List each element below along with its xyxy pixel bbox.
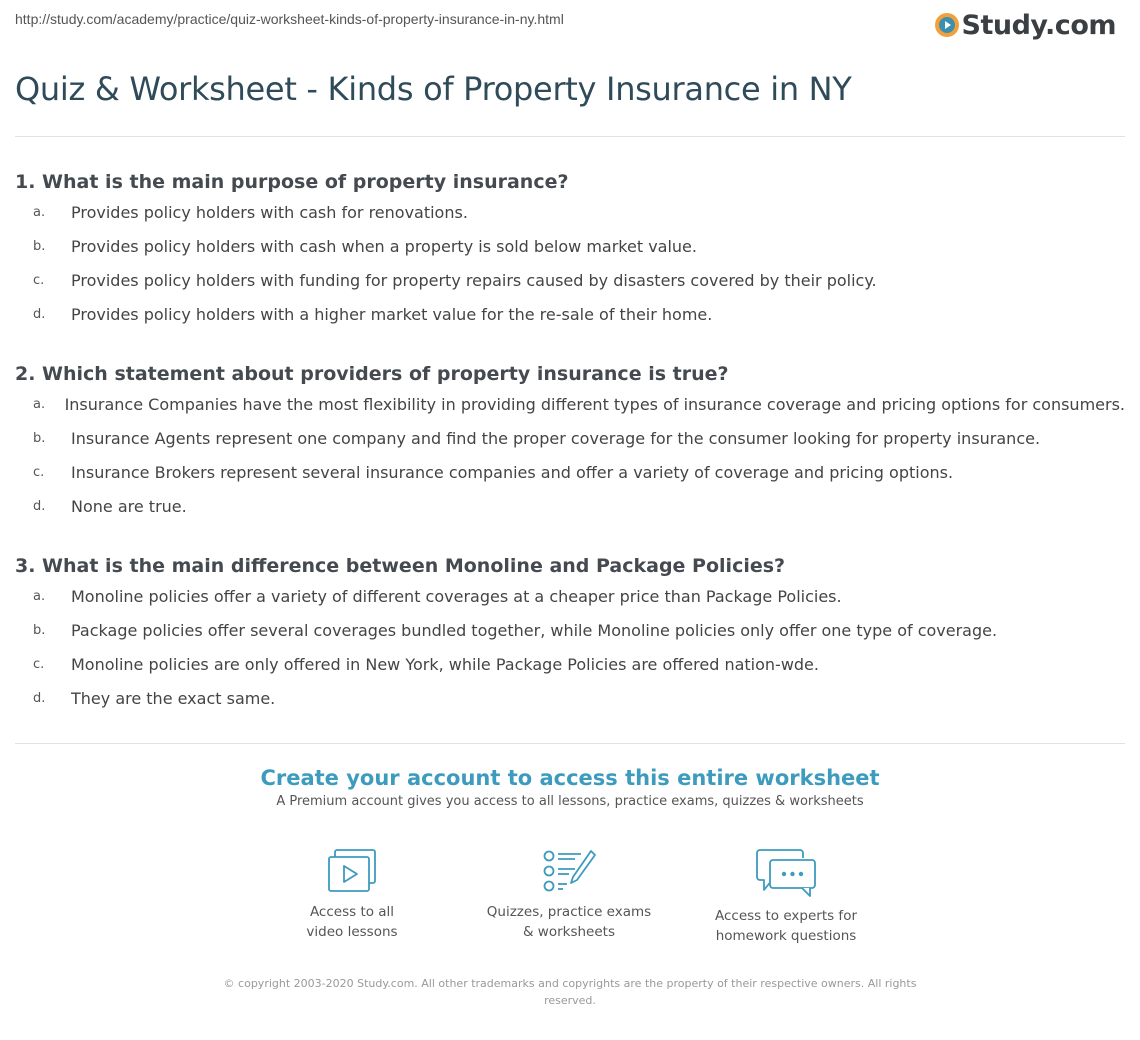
feature-label: Access to experts for homework questions	[714, 908, 857, 944]
cta-subtitle: A Premium account gives you access to all lessons, practice exams, quizzes & worksheets	[276, 794, 864, 809]
answer-text: Monoline policies are only offered in New York, while Package Policies are offered nation-wde.	[71, 655, 819, 674]
answer-option	[15, 456, 1125, 490]
play-circle-logo-icon	[935, 13, 959, 37]
answer-text: Provides policy holders with funding for property repairs caused by disasters covered by their policy.	[71, 271, 877, 290]
answer-letter: a.	[33, 589, 46, 604]
answer-option	[15, 614, 1125, 648]
answer-text: They are the exact same.	[71, 689, 276, 708]
features-row	[0, 848, 1140, 948]
study-logo[interactable]	[935, 7, 1116, 43]
footer-line: © copyright 2003-2020 Study.com. All other trademarks and copyrights are the property of their respective owners. All rights	[223, 977, 917, 990]
answer-letter: a.	[33, 205, 46, 220]
answer-option	[15, 388, 1125, 422]
answer-letter: c.	[33, 465, 45, 480]
copyright-footer	[215, 975, 925, 1009]
feature-quizzes	[469, 848, 669, 942]
answer-option	[15, 264, 1125, 298]
answer-list	[15, 196, 1125, 332]
video-lessons-icon	[326, 848, 378, 894]
content-divider	[15, 743, 1125, 744]
header-divider	[15, 136, 1125, 137]
answer-letter: b.	[33, 431, 46, 446]
answer-letter: d.	[33, 499, 46, 514]
question-2	[15, 360, 1125, 524]
answer-text: Provides policy holders with a higher market value for the re-sale of their home.	[71, 305, 713, 324]
question-1	[15, 168, 1125, 332]
answer-list	[15, 388, 1125, 524]
answer-option	[15, 682, 1125, 716]
question-3	[15, 552, 1125, 716]
feature-experts	[686, 848, 886, 946]
answer-letter: d.	[33, 307, 46, 322]
signup-cta	[0, 766, 1140, 809]
answer-letter: a.	[33, 397, 46, 412]
answer-text: Monoline policies offer a variety of different coverages at a cheaper price than Package Policies.	[71, 587, 842, 606]
answer-option	[15, 490, 1125, 524]
logo-text: Study.com	[961, 9, 1116, 41]
answer-letter: c.	[33, 273, 45, 288]
answer-option	[15, 422, 1125, 456]
answer-option	[15, 196, 1125, 230]
answer-option	[15, 648, 1125, 682]
answer-option	[15, 298, 1125, 332]
answer-text: Insurance Brokers represent several insurance companies and offer a variety of coverage and pricing options.	[71, 463, 954, 482]
quiz-checklist-icon	[541, 848, 597, 894]
answer-text: Provides policy holders with cash for renovations.	[71, 203, 468, 222]
answer-letter: d.	[33, 691, 46, 706]
page-title: Quiz & Worksheet - Kinds of Property Insurance in NY	[15, 70, 852, 108]
question-title: 2. Which statement about providers of property insurance is true?	[15, 363, 729, 385]
expert-chat-icon	[754, 848, 818, 898]
answer-text: None are true.	[71, 497, 187, 516]
answer-list	[15, 580, 1125, 716]
feature-label: Access to all video lessons	[306, 904, 398, 940]
answer-option	[15, 230, 1125, 264]
question-title: 1. What is the main purpose of property insurance?	[15, 171, 569, 193]
answer-text: Package policies offer several coverages bundled together, while Monoline policies only offer one type of coverage.	[71, 621, 998, 640]
page-url: http://study.com/academy/practice/quiz-worksheet-kinds-of-property-insurance-in-ny.html	[15, 11, 564, 27]
answer-letter: b.	[33, 239, 46, 254]
answer-text: Insurance Agents represent one company and find the proper coverage for the consumer looking for property insurance.	[71, 429, 1041, 448]
footer-line: reserved.	[544, 994, 596, 1007]
answer-text: Provides policy holders with cash when a property is sold below market value.	[71, 237, 697, 256]
feature-video-lessons	[252, 848, 452, 942]
answer-option	[15, 580, 1125, 614]
answer-letter: c.	[33, 657, 45, 672]
cta-title-link[interactable]: Create your account to access this entire worksheet	[260, 766, 880, 790]
feature-label: Quizzes, practice exams & worksheets	[486, 904, 652, 940]
answer-text: Insurance Companies have the most flexibility in providing different types of insurance coverage and pricing options for consumers.	[64, 395, 1125, 414]
answer-letter: b.	[33, 623, 46, 638]
question-title: 3. What is the main difference between Monoline and Package Policies?	[15, 555, 786, 577]
